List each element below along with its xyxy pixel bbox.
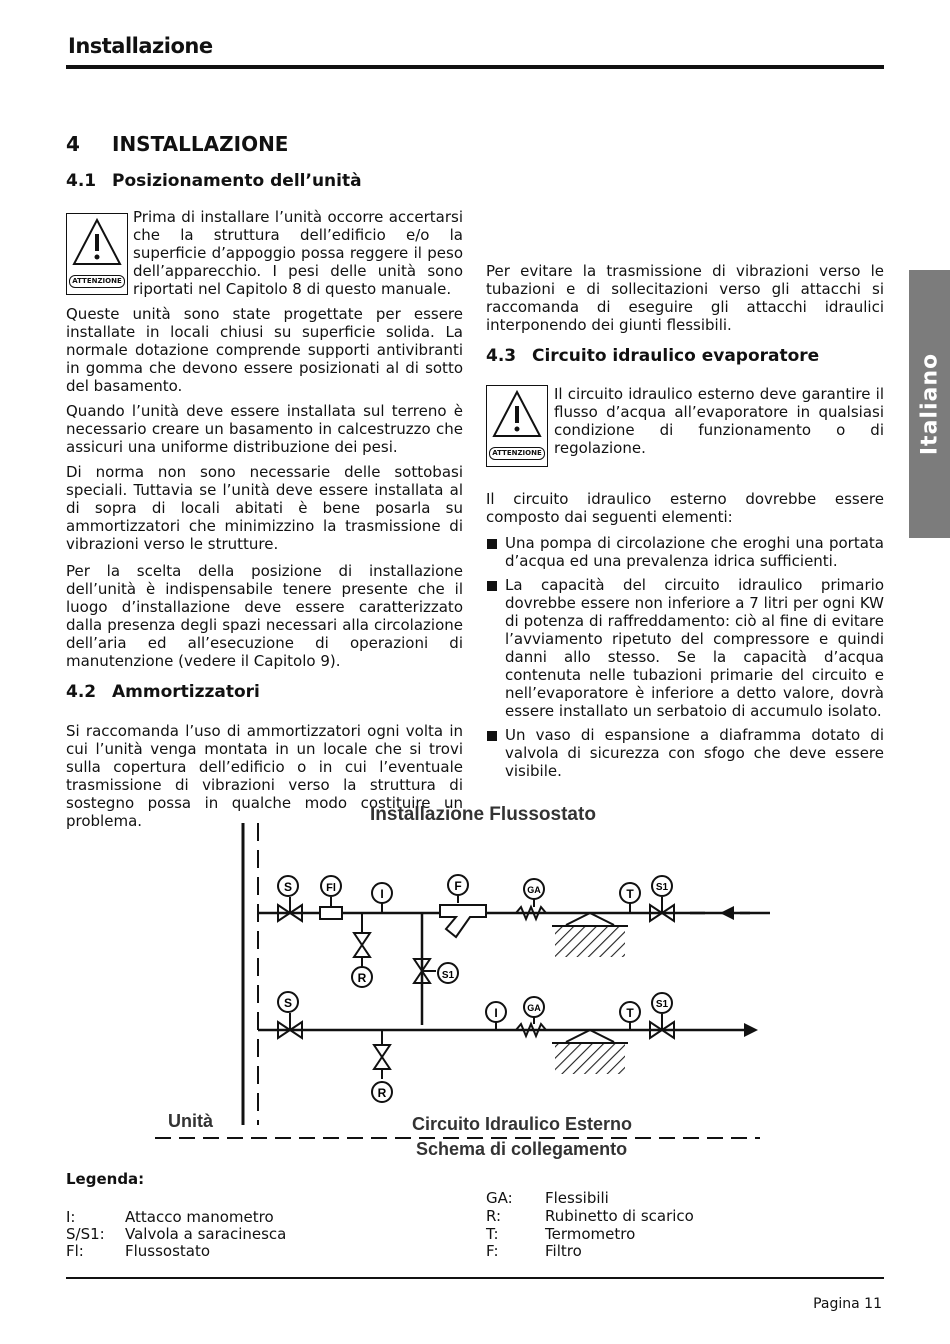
section-title: Ammortizzatori bbox=[112, 682, 260, 702]
legend-value: Termometro bbox=[545, 1225, 636, 1243]
unit-label: Unità bbox=[168, 1111, 213, 1131]
section-title: INSTALLAZIONE bbox=[112, 132, 289, 156]
list-item: La capacità del circuito idraulico primario dovrebbe essere non inferiore a 7 litri per ogni KW di potenza di raffreddamento: ciò al fine di evitare l’avviamento ripetuto del compressore e quindi danni allo stesso. Se la capacità d’acqua contenuta nelle tubazioni primarie del circuito e nell’evaporatore è inferiore a detto valore, dovrà essere installato un serbatoio di accumulo isolato. bbox=[486, 576, 884, 720]
svg-text:S: S bbox=[283, 880, 293, 894]
legend-value: Flessibili bbox=[545, 1189, 609, 1207]
legend-key: Fl: bbox=[66, 1242, 84, 1260]
gauge-port-i-bottom bbox=[486, 1002, 506, 1030]
svg-text:T: T bbox=[626, 887, 634, 901]
section-heading-4-1 bbox=[66, 171, 362, 191]
paragraph-6: Per evitare la trasmissione di vibrazioni verso le tubazioni e di sollecitazioni verso gli attacchi si raccomanda di eseguire gli attacchi idraulici interponendo dei giunti flessibili. bbox=[486, 262, 884, 334]
section-heading-4 bbox=[66, 132, 288, 156]
legend-value: Valvola a saracinesca bbox=[125, 1225, 287, 1243]
legend-key: T: bbox=[486, 1225, 499, 1243]
paragraph-2: Quando l’unità deve essere installata sul terreno è necessario creare un basamento in calcestruzzo che assicuri una uniforme distribuzione dei pesi. bbox=[66, 402, 463, 456]
paragraph-1: Queste unità sono state progettate per essere installate in locali chiusi su superficie solida. La normale dotazione comprende supporti antivibranti in gomma che devono essere posizionati al di sotto del basamento. bbox=[66, 305, 463, 395]
warning-label: ATTENZIONE bbox=[69, 275, 125, 288]
warning-text-1: Prima di installare l’unità occorre accertarsi che la struttura dell’edificio e/o la superficie d’appoggio possa reggere il peso dell’apparecchio. I pesi delle unità sono riportati nel Capitolo 8 di questo manuale. bbox=[133, 208, 463, 298]
hydraulic-diagram bbox=[150, 795, 770, 1165]
warning-box bbox=[486, 385, 548, 467]
svg-text:I: I bbox=[494, 1006, 498, 1020]
footer-rule bbox=[66, 1277, 884, 1279]
legend-value: Filtro bbox=[545, 1242, 582, 1260]
svg-text:S1: S1 bbox=[655, 882, 669, 893]
svg-text:Fl: Fl bbox=[326, 882, 336, 894]
inlet-arrow-icon bbox=[720, 906, 734, 920]
support-top bbox=[552, 913, 628, 957]
svg-text:T: T bbox=[626, 1006, 634, 1020]
paragraph-4: Per la scelta della posizione di installazione dell’unità è indispensabile tenere presente che il luogo d’installazione deve essere caratterizzato dalla presenza degli spazi necessari alla circolazione dell’aria ed all’esecuzione di operazioni di manutenzione (vedere il Capitolo 9). bbox=[66, 562, 463, 670]
svg-text:I: I bbox=[380, 887, 384, 901]
warning-triangle-icon bbox=[492, 390, 542, 438]
thermometer-t-top bbox=[620, 883, 640, 913]
legend-key: R: bbox=[486, 1207, 502, 1225]
section-number: 4.3 bbox=[486, 346, 517, 366]
external-circuit-label: Circuito Idraulico Esterno bbox=[412, 1114, 633, 1134]
page-header-title: Installazione bbox=[68, 34, 213, 58]
legend-value: Rubinetto di scarico bbox=[545, 1207, 694, 1225]
outlet-arrow-icon bbox=[744, 1023, 758, 1037]
drain-valve-r-bottom bbox=[372, 1030, 392, 1102]
diagram-title: Installazione Flussostato bbox=[370, 804, 596, 825]
section-title: Circuito idraulico evaporatore bbox=[532, 346, 820, 366]
paragraph-7: Il circuito idraulico esterno dovrebbe essere composto dai seguenti elementi: bbox=[486, 490, 884, 526]
section-number: 4 bbox=[66, 132, 80, 156]
svg-text:GA: GA bbox=[527, 885, 541, 895]
section-heading-4-3 bbox=[486, 346, 819, 366]
warning-label: ATTENZIONE bbox=[489, 447, 545, 460]
filter-f bbox=[440, 875, 486, 937]
header-rule bbox=[66, 65, 884, 69]
legend-value: Attacco manometro bbox=[125, 1208, 274, 1226]
svg-text:R: R bbox=[357, 971, 367, 985]
page-number: Pagina 11 bbox=[813, 1296, 882, 1312]
list-item: Una pompa di circolazione che eroghi una portata d’acqua ed una prevalenza idrica sufficienti. bbox=[486, 534, 884, 570]
svg-text:R: R bbox=[377, 1086, 387, 1100]
legend-value: Flussostato bbox=[125, 1242, 211, 1260]
requirements-list bbox=[486, 534, 884, 786]
legend-key: S/S1: bbox=[66, 1225, 105, 1243]
connection-scheme-label: Schema di collegamento bbox=[416, 1139, 628, 1159]
section-number: 4.2 bbox=[66, 682, 97, 702]
svg-text:S1: S1 bbox=[655, 999, 669, 1010]
thermometer-t-bottom bbox=[620, 1002, 640, 1030]
gauge-port-i-top bbox=[372, 883, 392, 913]
section-title: Posizionamento dell’unità bbox=[112, 171, 362, 191]
list-item: Un vaso di espansione a diaframma dotato di valvola di sicurezza con sfogo che deve essere visibile. bbox=[486, 726, 884, 780]
drain-valve-r-top bbox=[352, 913, 372, 987]
warning-text-2: Il circuito idraulico esterno deve garantire il flusso d’acqua all’evaporatore in qualsiasi condizione di funzionamento o di regolazione. bbox=[554, 385, 884, 457]
svg-text:GA: GA bbox=[527, 1003, 541, 1013]
paragraph-3: Di norma non sono necessarie delle sottobasi speciali. Tuttavia se l’unità deve essere installata al di sopra di locali abitati è bene posarla su ammortizzatori che minimizzino la trasmissione di vibrazioni verso le strutture. bbox=[66, 463, 463, 553]
legend-key: GA: bbox=[486, 1189, 513, 1207]
svg-text:S1: S1 bbox=[441, 970, 455, 981]
language-tab bbox=[909, 270, 950, 538]
paragraph-5: Si raccomanda l’uso di ammortizzatori ogni volta in cui l’unità venga montata in un locale che si trovi sulla copertura dell’edificio o in cui l’eventuale trasmissione di vibrazioni verso la struttura di sostegno possa in qualche modo costituire un problema. bbox=[66, 722, 463, 830]
legend-key: I: bbox=[66, 1208, 76, 1226]
language-tab-label: Italiano bbox=[917, 352, 942, 456]
svg-text:F: F bbox=[454, 879, 462, 893]
section-heading-4-2 bbox=[66, 682, 260, 702]
flow-switch-fl bbox=[320, 876, 342, 919]
svg-text:S: S bbox=[283, 996, 293, 1010]
legend-title: Legenda: bbox=[66, 1170, 145, 1188]
section-number: 4.1 bbox=[66, 171, 97, 191]
warning-box bbox=[66, 213, 128, 295]
warning-triangle-icon bbox=[72, 218, 122, 266]
support-bottom bbox=[552, 1030, 628, 1074]
legend-key: F: bbox=[486, 1242, 499, 1260]
